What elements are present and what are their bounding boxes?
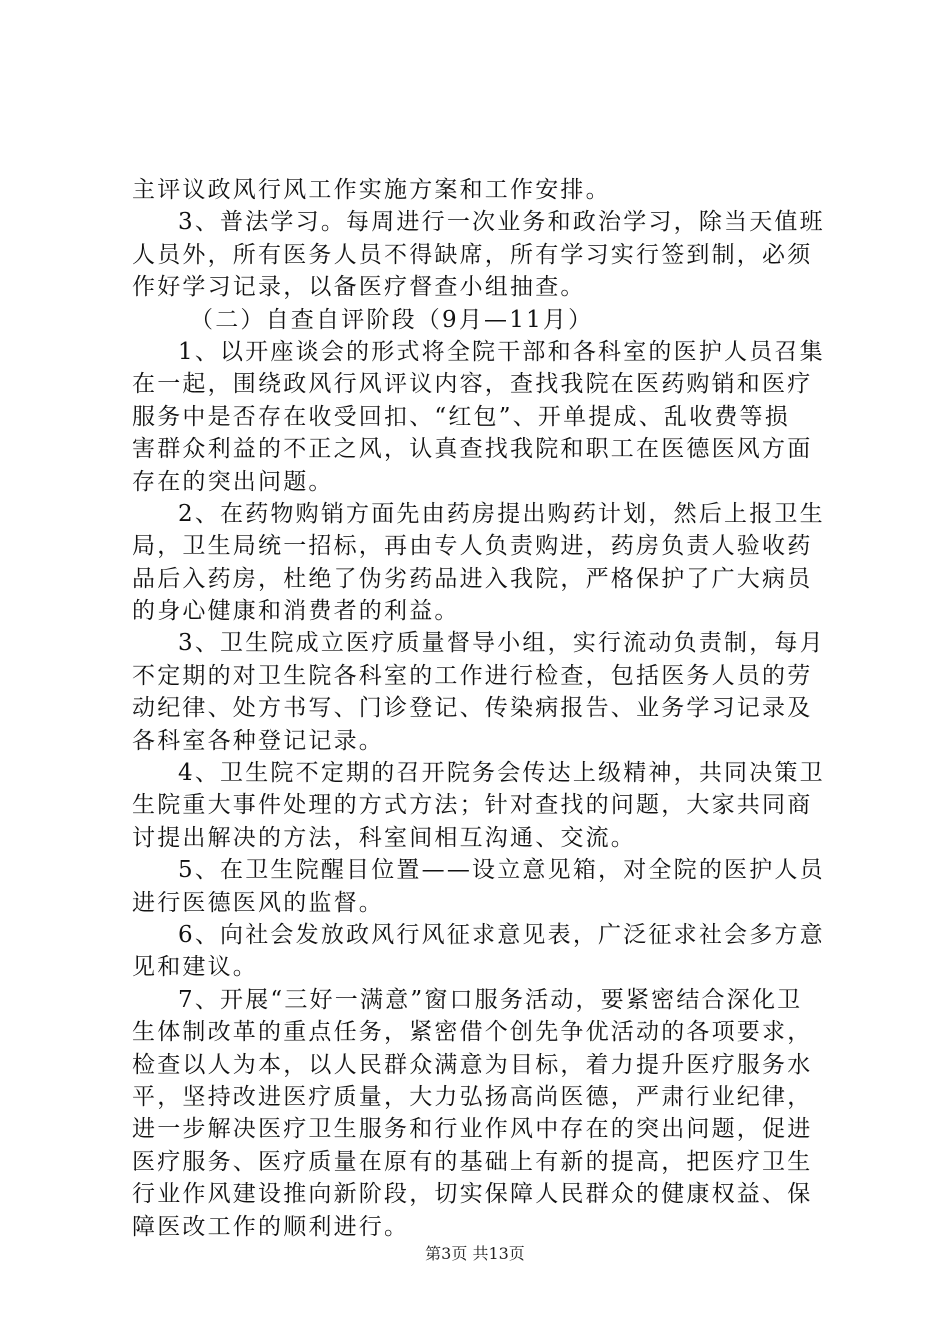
text-line: 害群众利益的不正之风，认真查找我院和职工在医德医风方面	[132, 436, 813, 463]
text-line: 平，坚持改进医疗质量，大力弘扬高尚医德，严肃行业纪律，	[132, 1083, 813, 1110]
text-line: 行业作风建设推向新阶段，切实保障人民群众的健康权益、保	[132, 1181, 813, 1208]
page-footer: 第3页 共13页	[425, 1244, 525, 1263]
paragraph-start: 5、在卫生院醒目位置——设立意见箱，对全院的医护人员	[178, 857, 825, 884]
text-line: 存在的突出问题。	[132, 468, 334, 495]
text-line: 障医改工作的顺利进行。	[132, 1213, 410, 1240]
text-line: 生体制改革的重点任务，紧密借个创先争优活动的各项要求，	[132, 1019, 813, 1046]
paragraph-start: 3、普法学习。每周进行一次业务和政治学习，除当天值班	[178, 209, 825, 236]
paragraph-start: 7、开展“三好一满意”窗口服务活动，要紧密结合深化卫	[178, 986, 803, 1013]
section-heading: （二）自查自评阶段（9月—11月）	[190, 306, 594, 333]
text-line: 检查以人为本，以人民群众满意为目标，着力提升医疗服务水	[132, 1051, 813, 1078]
text-line: 主评议政风行风工作实施方案和工作安排。	[132, 177, 611, 203]
text-line: 品后入药房，杜绝了伪劣药品进入我院，严格保护了广大病员	[132, 565, 813, 592]
paragraph-start: 6、向社会发放政风行风征求意见表，广泛征求社会多方意	[178, 921, 825, 948]
paragraph-start: 2、在药物购销方面先由药房提出购药计划，然后上报卫生	[178, 500, 825, 527]
text-line: 见和建议。	[132, 954, 258, 981]
text-line: 服务中是否存在收受回扣、“红包”、开单提成、乱收费等损	[132, 403, 790, 430]
text-line: 在一起，围绕政风行风评议内容，查找我院在医药购销和医疗	[132, 371, 813, 398]
text-line: 的身心健康和消费者的利益。	[132, 598, 460, 625]
text-line: 动纪律、处方书写、门诊登记、传染病报告、业务学习记录及	[132, 695, 813, 722]
text-line: 进行医德医风的监督。	[132, 889, 384, 916]
document-body	[132, 174, 842, 1243]
text-line: 生院重大事件处理的方式方法；针对查找的问题，大家共同商	[132, 792, 813, 819]
text-line: 人员外，所有医务人员不得缺席，所有学习实行签到制，必须	[132, 241, 813, 268]
text-line: 各科室各种登记记录。	[132, 727, 384, 754]
text-line: 医疗服务、医疗质量在原有的基础上有新的提高，把医疗卫生	[132, 1148, 813, 1175]
paragraph-start: 1、以开座谈会的形式将全院干部和各科室的医护人员召集	[178, 338, 825, 365]
paragraph-start: 3、卫生院成立医疗质量督导小组，实行流动负责制，每月	[178, 630, 825, 657]
text-line: 局，卫生局统一招标，再由专人负责购进，药房负责人验收药	[132, 533, 813, 560]
text-line: 不定期的对卫生院各科室的工作进行检查，包括医务人员的劳	[132, 662, 813, 689]
paragraph-start: 4、卫生院不定期的召开院务会传达上级精神，共同决策卫	[178, 760, 825, 787]
text-line: 讨提出解决的方法，科室间相互沟通、交流。	[132, 824, 636, 851]
text-line: 进一步解决医疗卫生服务和行业作风中存在的突出问题，促进	[132, 1116, 813, 1143]
text-line: 作好学习记录，以备医疗督查小组抽查。	[132, 274, 586, 301]
